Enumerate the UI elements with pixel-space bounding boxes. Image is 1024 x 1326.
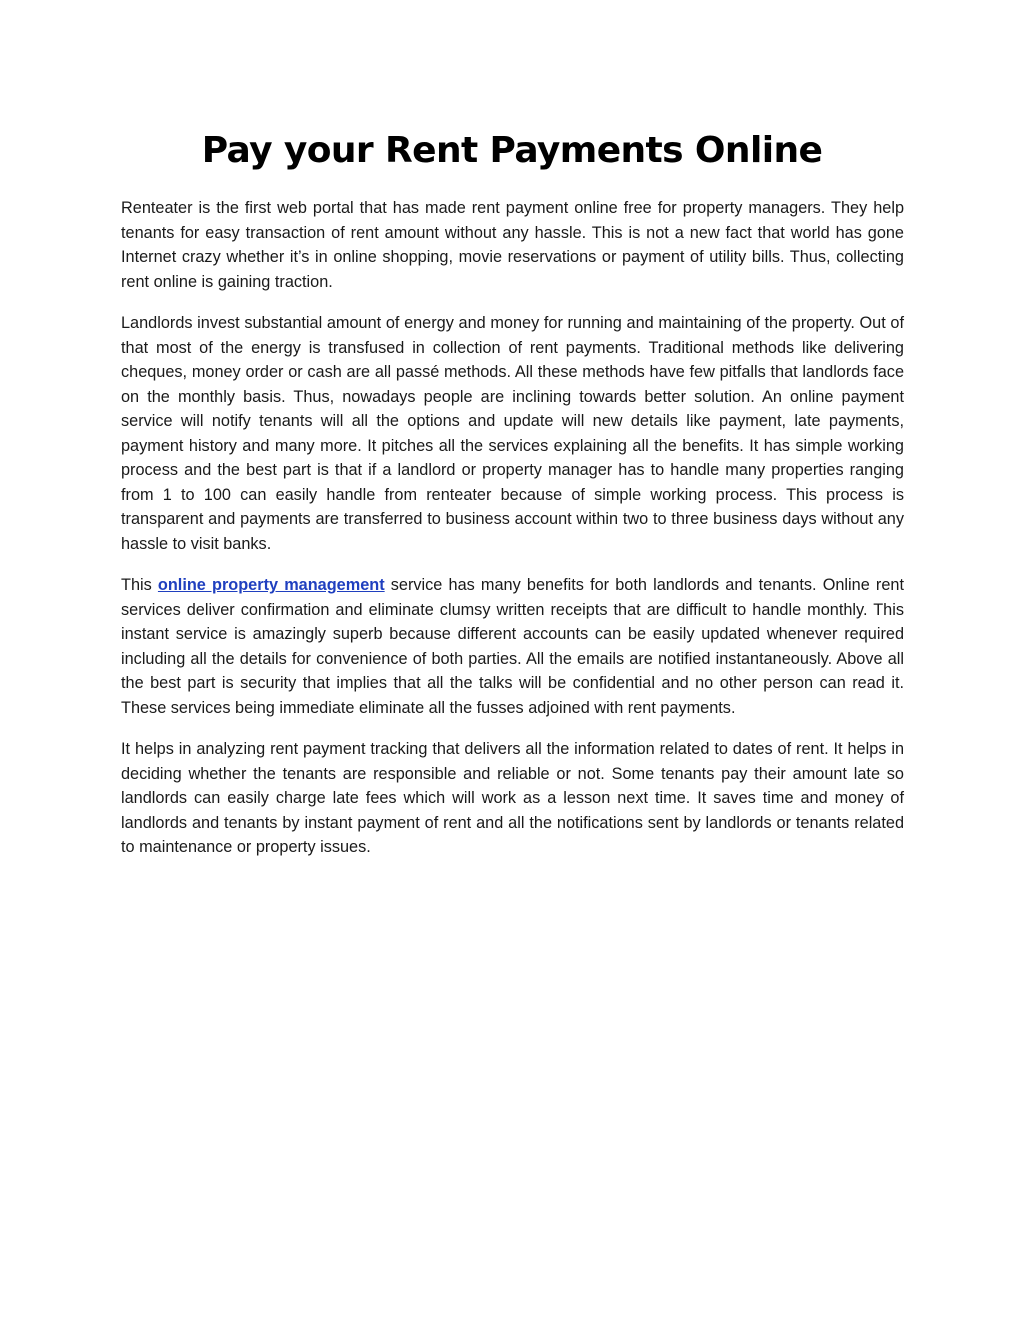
paragraph-landlords: Landlords invest substantial amount of energy and money for running and maintaining of the property. Out of that most of the energy is transfused in collection of rent payments. Traditional methods like delivering cheques, money order or cash are all passé methods. All these methods have few pitfalls that landlords face on the monthly basis. Thus, nowadays people are inclining towards better solution. An online payment service will notify tenants will all the options and update will new details like payment, late payments, payment history and many more. It pitches all the services explaining all the benefits. It has simple working process and the best part is that if a landlord or property manager has to handle many properties ranging from 1 to 100 can easily handle from renteater because of simple working process. This process is transparent and payments are transferred to business account within two to three business days without any hassle to visit banks. — [121, 314, 904, 553]
page-title: Pay your Rent Payments Online — [201, 130, 823, 171]
paragraph-benefits — [121, 573, 904, 720]
document-body — [121, 196, 904, 877]
paragraph-tracking: It helps in analyzing rent payment tracking that delivers all the information related to dates of rent. It helps in deciding whether the tenants are responsible and reliable or not. Some tenants pay their amount late so landlords can easily charge late fees which will work as a lesson next time. It saves time and money of landlords and tenants by instant payment of rent and all the notifications sent by landlords or tenants related to maintenance or property issues. — [121, 740, 904, 856]
paragraph-benefits-rest: service has many benefits for both landlords and tenants. Online rent services deliver confirmation and eliminate clumsy written receipts that are difficult to handle monthly. This instant service is amazingly superb because different accounts can be easily updated whenever required including all the details for convenience of both parties. All the emails are notified instantaneously. Above all the best part is security that implies that all the talks will be confidential and no other person can read it. These services being immediate eliminate all the fusses adjoined with rent payments. — [121, 576, 904, 717]
paragraph-benefits-lead: This — [121, 576, 158, 594]
online-property-management-link[interactable]: online property management — [157, 576, 385, 594]
paragraph-intro: Renteater is the first web portal that has made rent payment online free for property managers. They help tenants for easy transaction of rent amount without any hassle. This is not a new fact that world has gone Internet crazy whether it’s in online shopping, movie reservations or payment of utility bills. Thus, collecting rent online is gaining traction. — [121, 199, 904, 291]
